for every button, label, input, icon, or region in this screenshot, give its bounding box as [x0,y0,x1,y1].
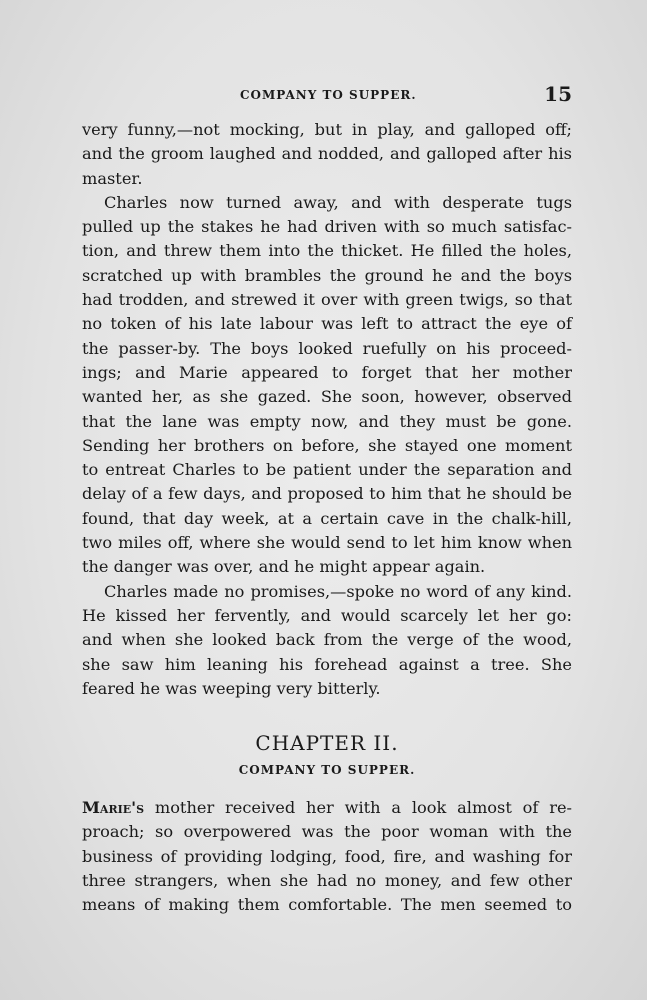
opening-line-rest: mother received her with a look almost of re- [144,798,572,818]
paragraph-1 [82,118,572,191]
text-line: and when she looked back from the verge of the wood, [82,630,572,650]
text-line: very funny,—not mocking, but in play, and galloped off; [82,120,572,139]
text-line: means of making them comfortable. The men seemed to [82,895,572,915]
text-line: she saw him leaning his forehead against a tree. She [82,654,572,674]
text-line: He kissed her fervently, and would scarcely let her go: [82,605,572,625]
text-line: pulled up the stakes he had driven with so much satisfac- [82,217,572,237]
paragraph-2 [82,191,572,580]
text-line: that the lane was empty now, and they must be gone. [82,411,572,431]
text-line: had trodden, and strewed it over with green twigs, so that [82,290,572,310]
chapter-subtitle: COMPANY TO SUPPER. [238,763,416,778]
text-line: master. [82,168,143,188]
text-line-opening [82,796,572,820]
text-line: wanted her, as she gazed. She soon, however, observed [82,387,572,407]
text-line: ings; and Marie appeared to forget that her mother [82,362,572,382]
text-line: no token of his late labour was left to attract the eye of [82,314,572,334]
running-header: COMPANY TO SUPPER. [240,88,417,102]
text-line: proach; so overpowered was the poor woman with the [82,822,572,842]
text-line: scratched up with brambles the ground he and the boys [82,265,572,285]
text-line: delay of a few days, and proposed to him that he should be [82,484,572,504]
text-line: feared he was weeping very bitterly. [82,678,381,698]
text-line: three strangers, when she had no money, and few other [82,871,572,891]
text-line: tion, and threw them into the thicket. He filled the holes, [82,241,572,261]
text-line: two miles off, where she would send to let him know when [82,533,572,553]
text-line: the danger was over, and he might appear again. [82,557,486,577]
text-line: and the groom laughed and nodded, and galloped after his [82,144,572,164]
text-line: Sending her brothers on before, she stayed one moment [82,435,572,455]
text-line: Charles made no promises,—spoke no word of any kind. [104,581,572,601]
paragraph-4 [82,796,572,917]
page-number: 15 [544,82,572,106]
text-line: business of providing lodging, food, fire, and washing for [82,846,572,866]
page-body [82,118,572,918]
text-line: to entreat Charles to be patient under the separation and [82,460,572,480]
text-line: Charles now turned away, and with desperate tugs [104,192,572,212]
chapter-heading: CHAPTER II. [255,731,399,756]
paragraph-3 [82,580,572,701]
text-line: found, that day week, at a certain cave in the chalk-hill, [82,508,572,528]
text-line: the passer-by. The boys looked ruefully on his proceed- [82,338,572,358]
opening-word: Marie's [82,798,145,818]
